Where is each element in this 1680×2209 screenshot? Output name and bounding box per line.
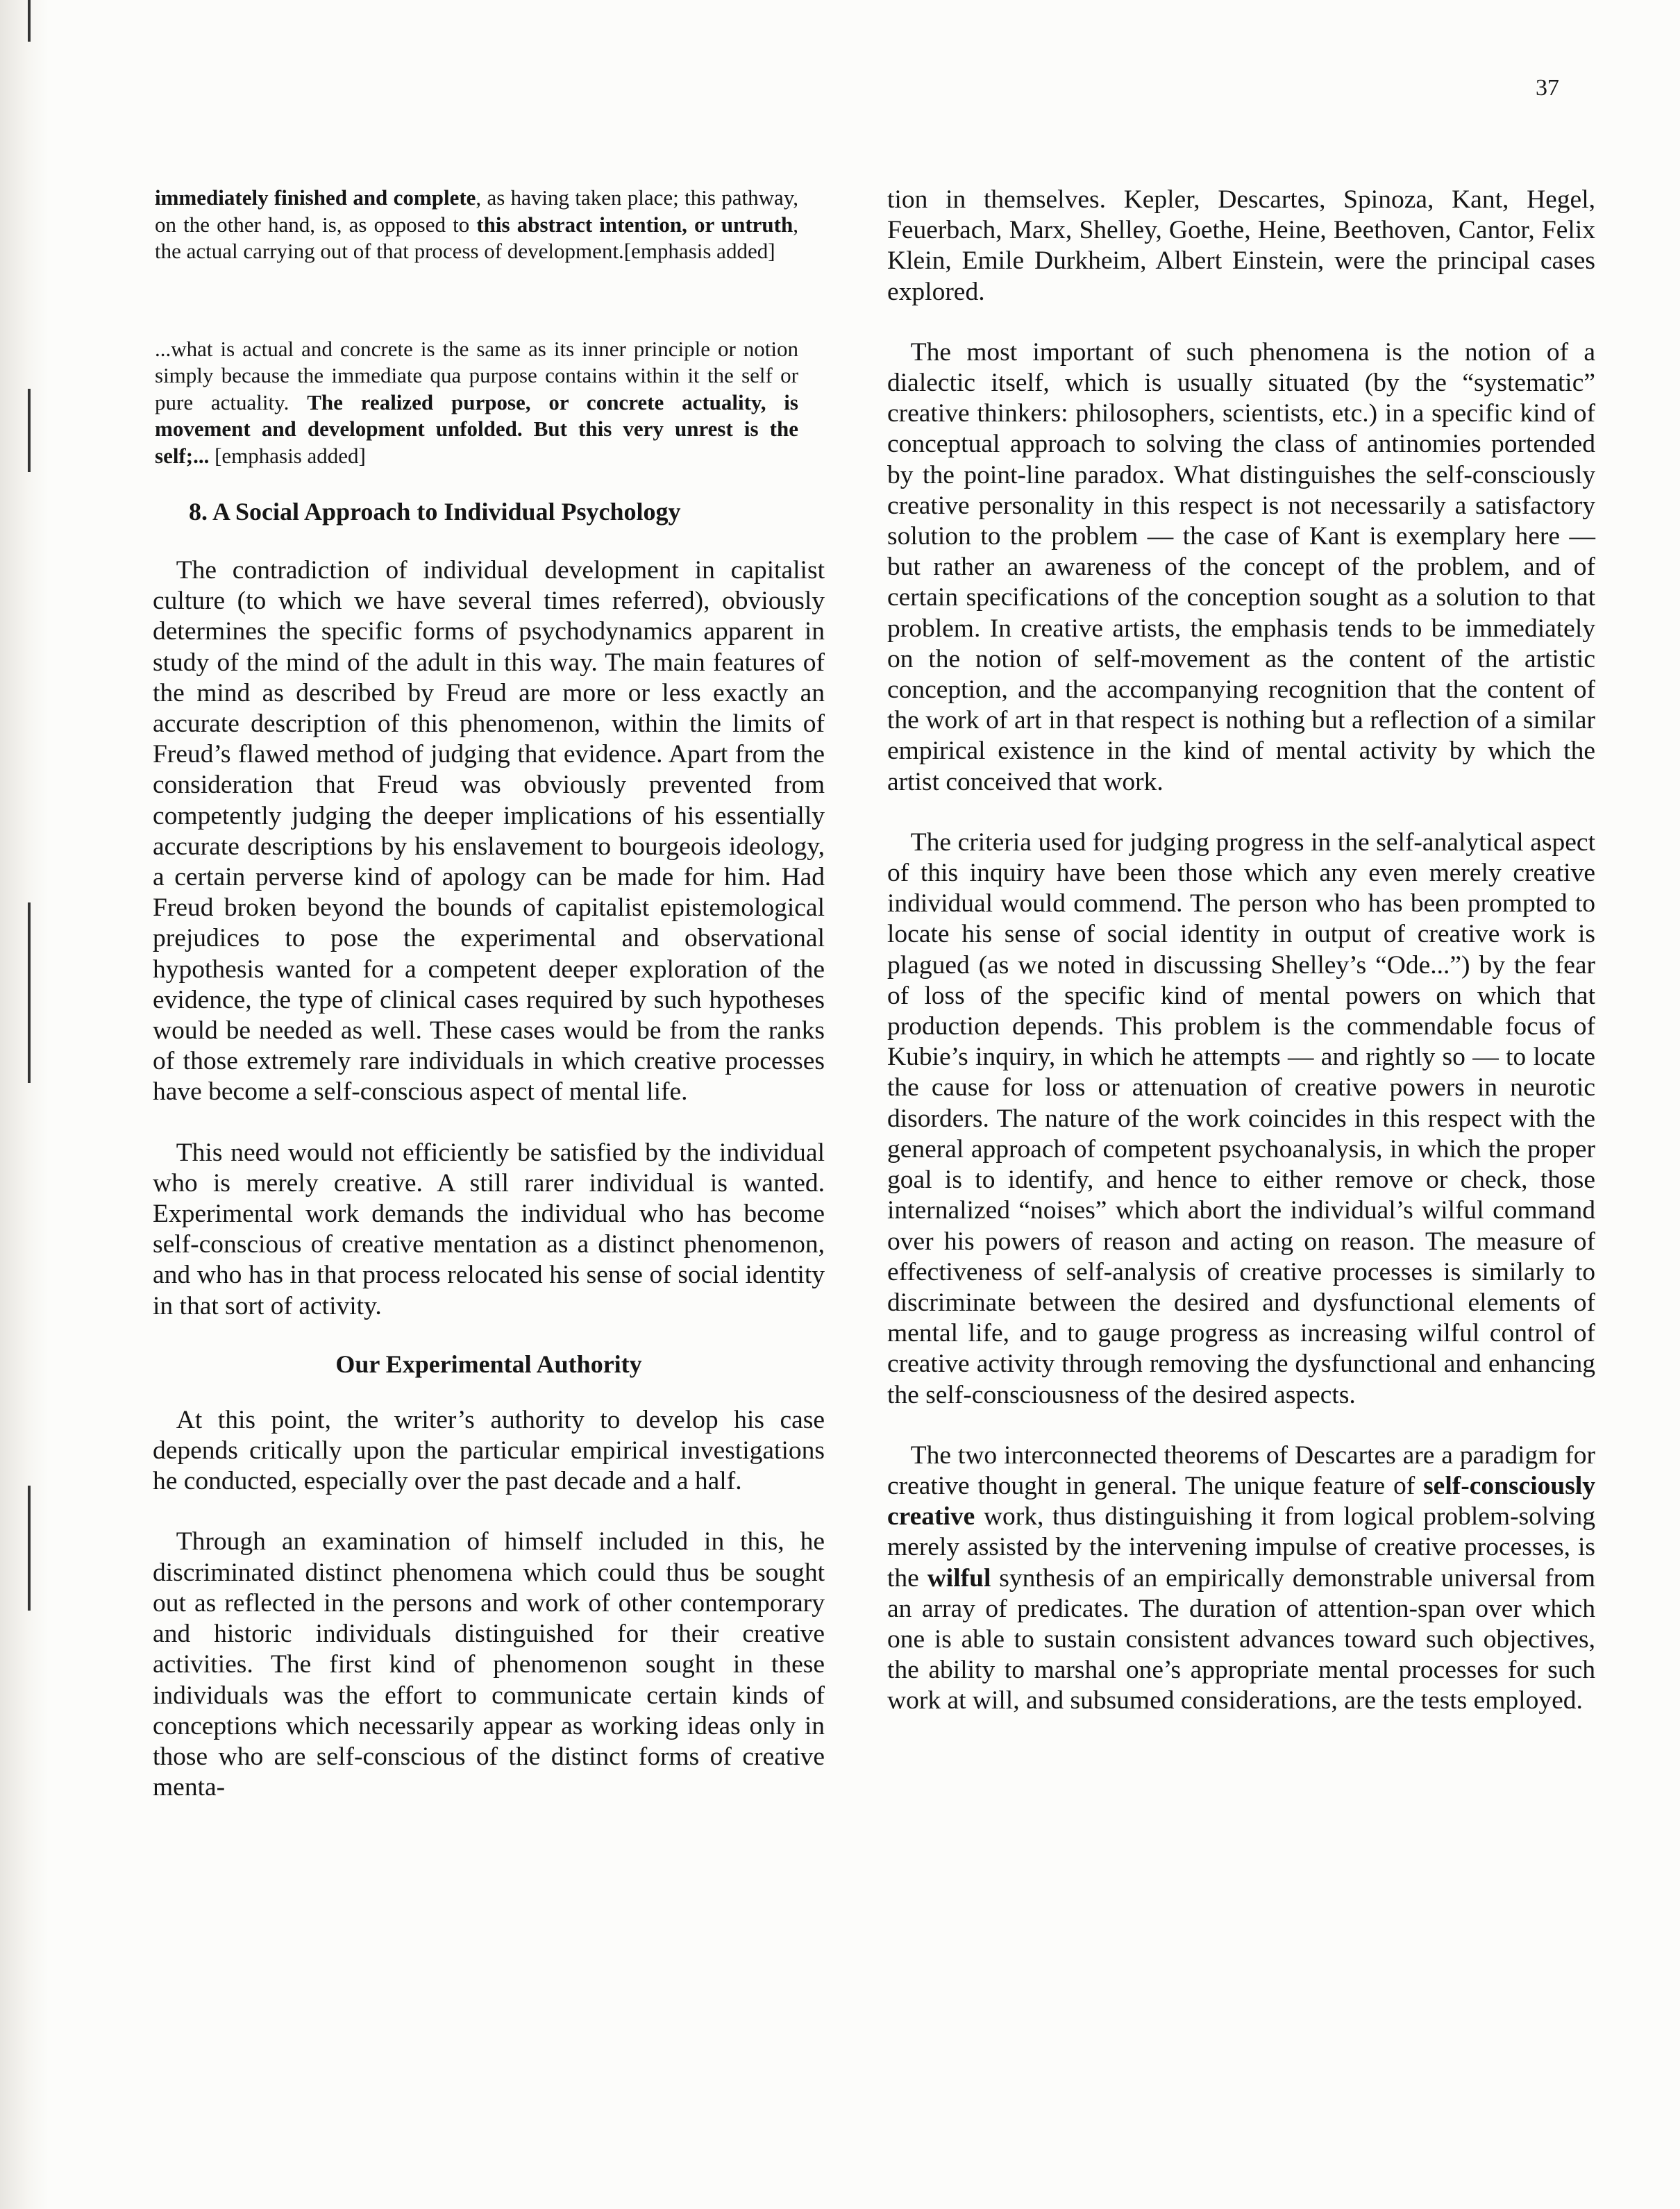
block-quote <box>155 185 798 265</box>
emphasis-text: immediately finished and complete <box>155 185 476 210</box>
paragraph-text: The two interconnected theorems of Descartes are a paradigm for creative thought in general. The unique feature of <box>887 1441 1595 1500</box>
left-column <box>153 185 825 1803</box>
scan-edge-mark <box>28 0 31 42</box>
paragraph-text: synthesis of an empirically demonstrable universal from an array of predicates. The duration of attention-span over which one is able to sustain consistent advances toward such objectives, the ability to marshal one’s appropriate mental processes for such work at will, and subsumed considerations, are the tests employed. <box>887 1563 1595 1715</box>
emphasis-text: this abstract intention, or untruth <box>476 212 793 237</box>
right-column <box>887 185 1595 1717</box>
quote-text: [emphasis added] <box>209 443 366 468</box>
paragraph: The most important of such phenomena is the notion of a dialectic itself, which is usually situated (by the “systematic” creative thinkers: philosophers, scientists, etc.) in a specific kind of conceptual approach to solving the class of antinomies portended by the point-line paradox. What distinguishes the self-consciously creative personality in this respect is not necessarily a satisfactory solution to the problem — the case of Kant is exemplary here — but rather an awareness of the concept of the problem, and of certain specifications of the conception sought as a solution to that problem. In creative artists, the emphasis tends to be immediately on the notion of self-movement as the content of the artistic conception, and the accompanying recognition that the content of the work of art in that respect is nothing but a reflection of a similar empirical existence in the kind of mental activity by which the artist conceived that work. <box>887 337 1595 796</box>
paragraph: Through an examination of himself included in this, he discriminated distinct phenomena which could thus be sought out as reflected in the persons and work of other contemporary and historic individuals distinguished for their creative activities. The first kind of phenomenon sought in these individuals was the effort to communicate certain kinds of conceptions which necessarily appear as working ideas only in those who are self-conscious of the distinct forms of creative menta- <box>153 1527 825 1802</box>
scan-edge-mark <box>28 389 31 472</box>
quote-text: ...what is actual and concrete is the same as its inner principle or notion simply because the immediate qua purpose contains within it the self or pure actuality. <box>155 336 798 414</box>
quote-text: , as having taken place; this pathway, on the other hand, is, as opposed to <box>155 185 798 237</box>
paragraph: This need would not efficiently be satisfied by the individual who is merely creative. A still rarer individual is wanted. Experimental work demands the individual who has become self-conscious of creative mentation as a distinct phenomenon, and who has in that process relocated his sense of social identity in that sort of activity. <box>153 1138 825 1320</box>
section-heading: 8. A Social Approach to Individual Psychology <box>189 498 681 526</box>
paragraph <box>887 1441 1595 1717</box>
paragraph: tion in themselves. Kepler, Descartes, Spinoza, Kant, Hegel, Feuerbach, Marx, Shelley, Goethe, Heine, Beethoven, Cantor, Felix Klein, Emile Durkheim, Albert Einstein, were the principal cases explored. <box>887 185 1595 306</box>
emphasis-text: The realized purpose, or concrete actuality, is movement and development unfolded. But this very unrest is the self;... <box>155 389 798 468</box>
scan-edge-mark <box>28 902 31 1083</box>
emphasis-text: wilful <box>927 1563 991 1593</box>
paragraph: At this point, the writer’s authority to develop his case depends critically upon the particular empirical investigations he conducted, especially over the past decade and a half. <box>153 1405 825 1496</box>
quote-text: , the actual carrying out of that process of development.[emphasis added] <box>155 212 798 263</box>
page-number: 37 <box>1536 75 1559 101</box>
paragraph-text: work, thus distinguishing it from logical problem-solving merely assisted by the intervening impulse of creative processes, is the <box>887 1502 1595 1593</box>
emphasis-text: self-consciously creative <box>887 1471 1595 1531</box>
scan-margin <box>0 0 49 2209</box>
block-quote <box>155 336 798 470</box>
paragraph: The contradiction of individual development in capitalist culture (to which we have several times referred), obviously determines the specific forms of psychodynamics apparent in study of the mind of the adult in this way. The main features of the mind as described by Freud are more or less exactly an accurate description of this phenomenon, within the limits of Freud’s flawed method of judging that evidence. Apart from the consideration that Freud was obviously prevented from competently judging the deeper implications of his essentially accurate descriptions by his enslavement to bourgeois ideology, a certain perverse kind of apology can be made for him. Had Freud broken beyond the bounds of capitalist epistemological prejudices to pose the experimental and observational hypothesis wanted for a competent deeper exploration of the evidence, the type of clinical cases required by such hypotheses would be needed as well. These cases would be from the ranks of those extremely rare individuals in which creative processes have become a self-conscious aspect of mental life. <box>153 556 825 1107</box>
scan-edge-mark <box>28 1486 31 1611</box>
subsection-heading: Our Experimental Authority <box>335 1350 642 1378</box>
paragraph: The criteria used for judging progress in the self-analytical aspect of this inquiry have been those which any even merely creative individual would commend. The person who has been prompted to locate his sense of social identity in output of creative work is plagued (as we noted in discussing Shelley’s “Ode...”) by the fear of loss of the specific kind of mental powers on which that production depends. This problem is the commendable focus of Kubie’s inquiry, in which he attempts — and rightly so — to locate the cause for loss or attenuation of creative powers in neurotic disorders. The nature of the work coincides in this respect with the general approach of competent psychoanalysis, in which the proper goal is to identify, and hence to either remove or check, those internalized “noises” which abort the individual’s wilful command over his powers of reason and acting on reason. The measure of effectiveness of self-analysis of creative processes is similarly to discriminate between the desired and dysfunctional elements of mental life, and to gauge progress as increasing wilful control of creative activity through removing the dysfunctional and enhancing the self-consciousness of the desired aspects. <box>887 828 1595 1409</box>
